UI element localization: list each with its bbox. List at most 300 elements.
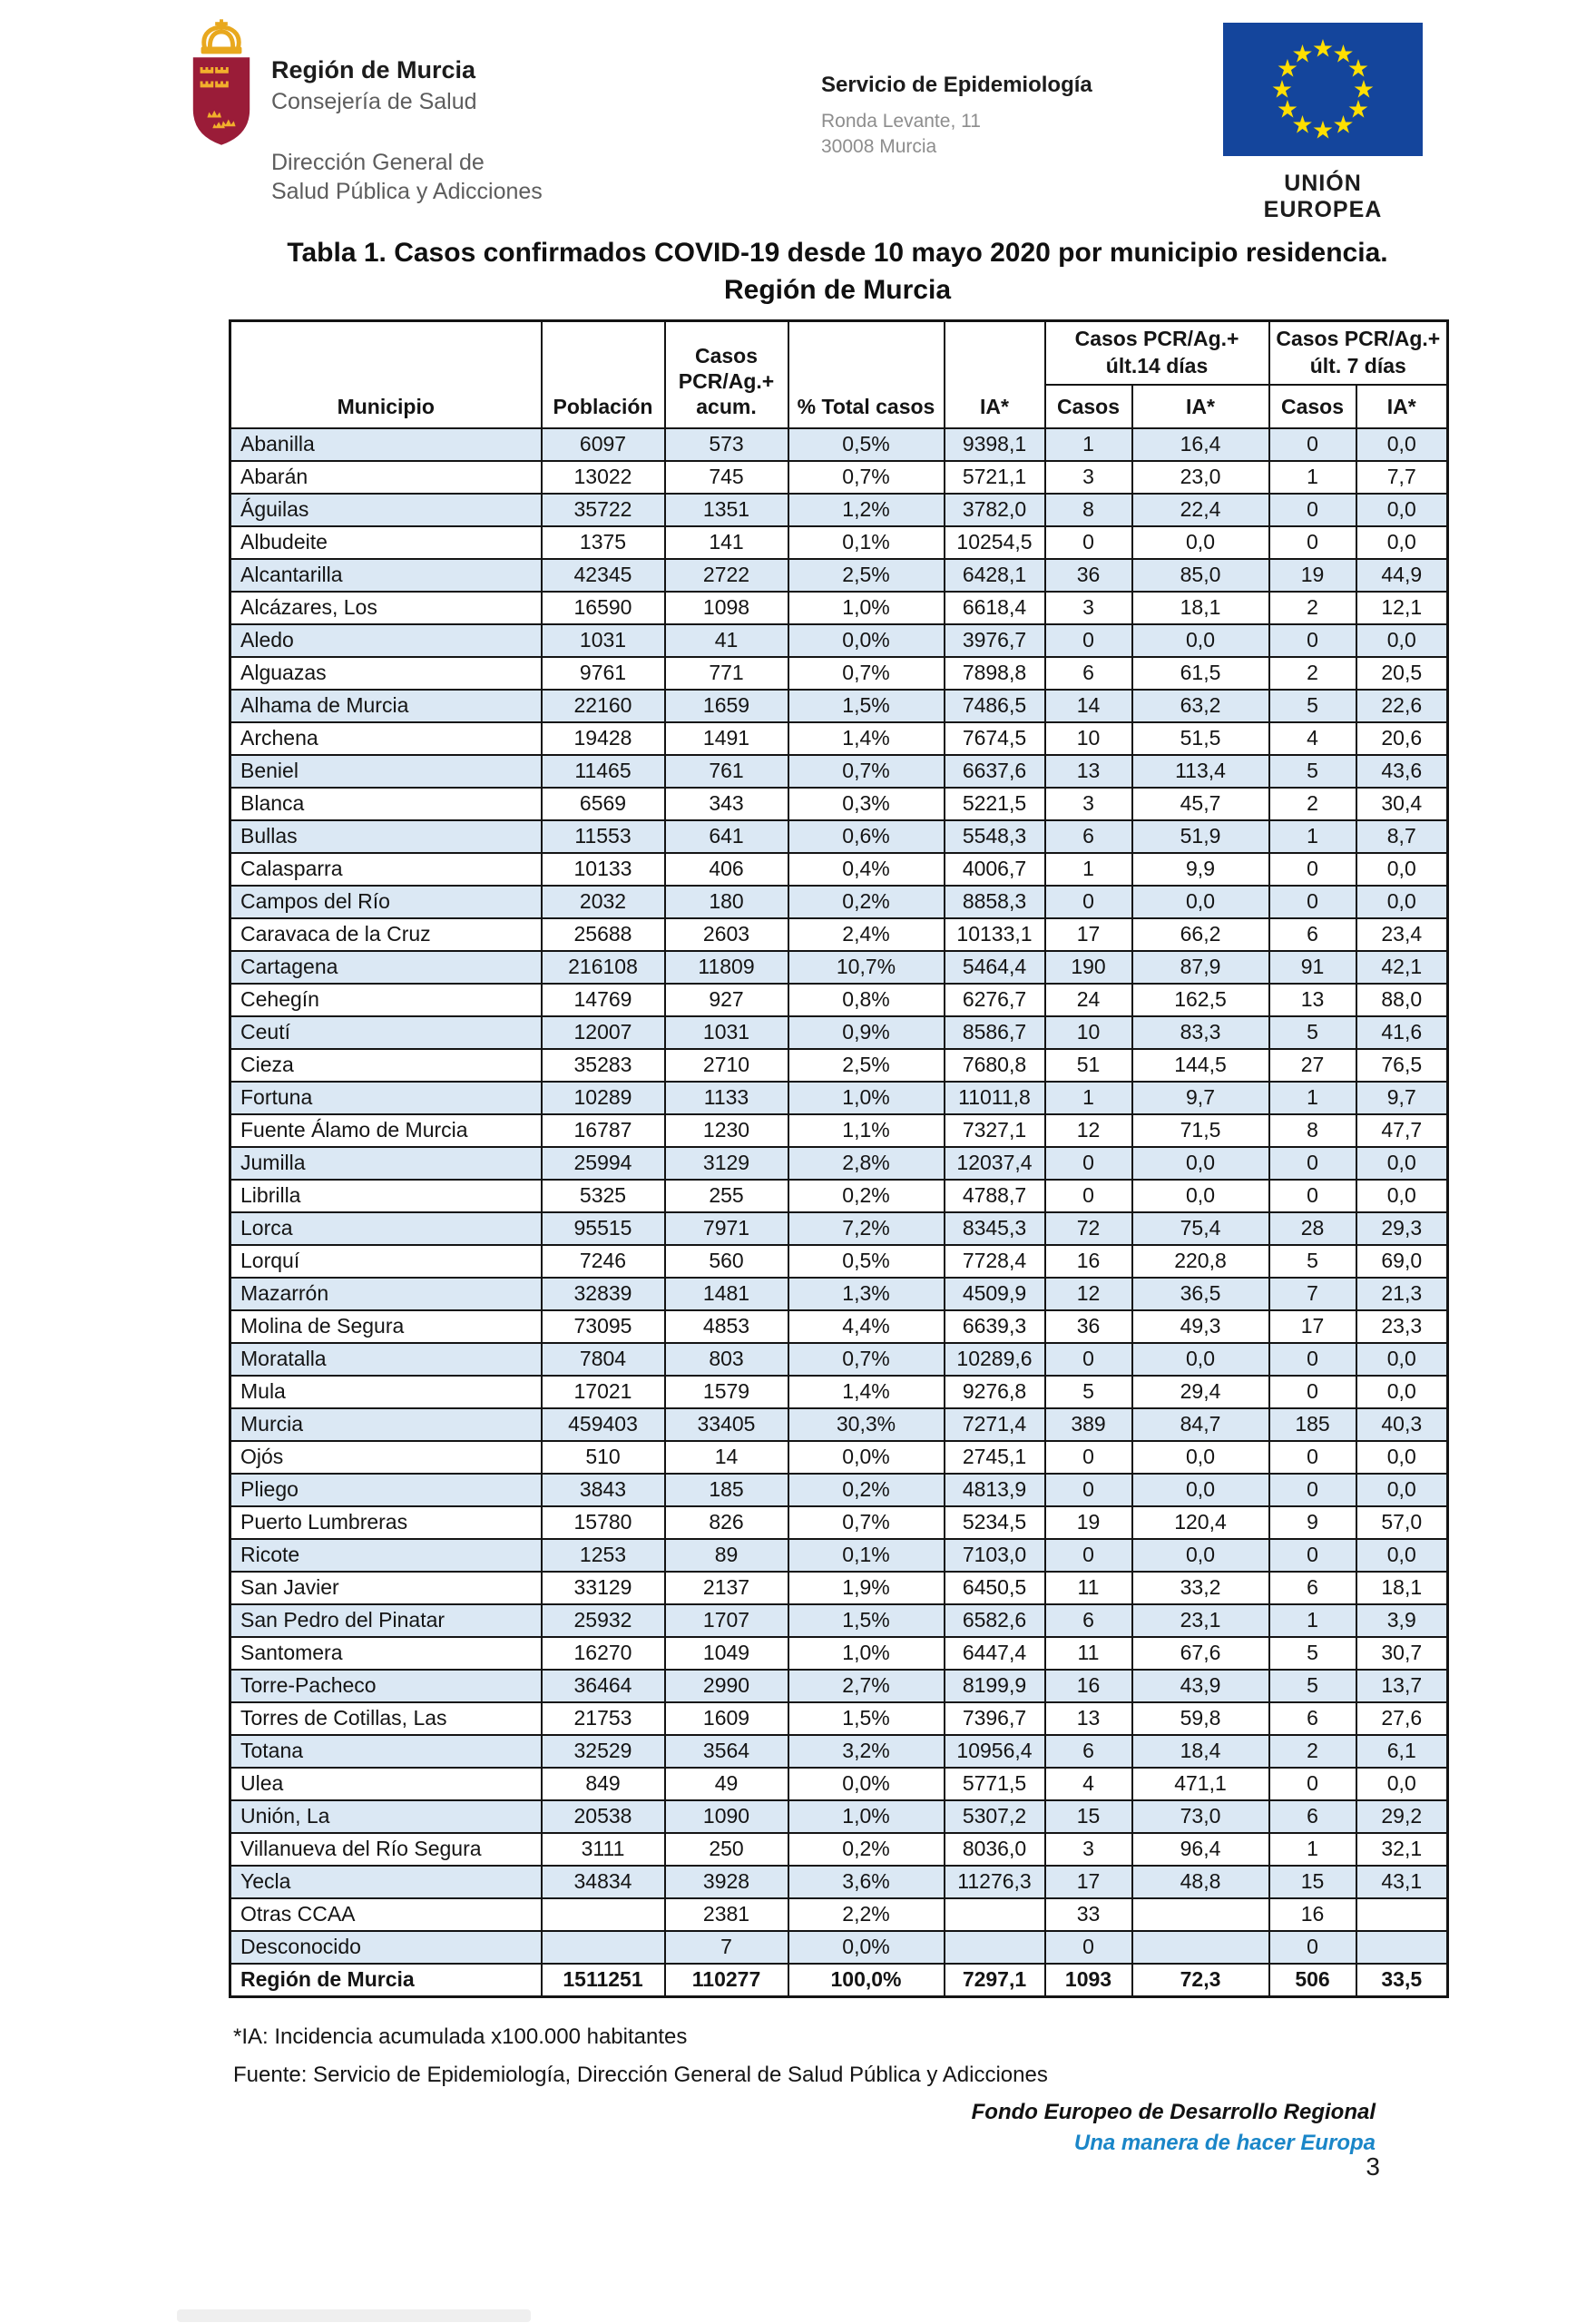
table-cell: 1511251 bbox=[542, 1964, 665, 1997]
table-cell: 1,5% bbox=[788, 690, 945, 722]
table-cell: 0 bbox=[1269, 1441, 1356, 1474]
table-cell: 1351 bbox=[665, 494, 788, 526]
table-cell: 89 bbox=[665, 1539, 788, 1572]
table-cell: Puerto Lumbreras bbox=[230, 1506, 542, 1539]
table-cell: 8586,7 bbox=[945, 1016, 1045, 1049]
table-cell: Alcázares, Los bbox=[230, 592, 542, 624]
table-cell: 30,4 bbox=[1356, 788, 1448, 820]
table-cell: 19 bbox=[1269, 559, 1356, 592]
table-cell: 14 bbox=[665, 1441, 788, 1474]
table-row bbox=[230, 1180, 1448, 1212]
table-cell: 1093 bbox=[1045, 1964, 1132, 1997]
table-cell: 1481 bbox=[665, 1278, 788, 1310]
table-cell: 41,6 bbox=[1356, 1016, 1448, 1049]
table-row bbox=[230, 1637, 1448, 1670]
table-cell: 573 bbox=[665, 428, 788, 461]
table-cell: 0 bbox=[1045, 1474, 1132, 1506]
table-row bbox=[230, 592, 1448, 624]
table-cell: 0,0 bbox=[1132, 1147, 1269, 1180]
table-cell: 2745,1 bbox=[945, 1441, 1045, 1474]
table-cell: 96,4 bbox=[1132, 1833, 1269, 1866]
table-cell: 36464 bbox=[542, 1670, 665, 1702]
table-cell: 35283 bbox=[542, 1049, 665, 1082]
table-cell: 7271,4 bbox=[945, 1408, 1045, 1441]
table-cell: 6 bbox=[1269, 1702, 1356, 1735]
table-cell: 15 bbox=[1269, 1866, 1356, 1898]
table-cell: 0,0 bbox=[1356, 1147, 1448, 1180]
table-cell: 250 bbox=[665, 1833, 788, 1866]
table-row bbox=[230, 428, 1448, 461]
table-cell: 44,9 bbox=[1356, 559, 1448, 592]
table-cell: 0,0 bbox=[1356, 624, 1448, 657]
table-cell: 0,2% bbox=[788, 886, 945, 918]
table-cell: 51 bbox=[1045, 1049, 1132, 1082]
una-manera-text: Una manera de hacer Europa bbox=[1073, 2131, 1376, 2155]
table-cell: 0,0 bbox=[1132, 1343, 1269, 1376]
table-cell: Jumilla bbox=[230, 1147, 542, 1180]
table-cell: 0 bbox=[1045, 1539, 1132, 1572]
table-cell: 12037,4 bbox=[945, 1147, 1045, 1180]
table-cell: 1,9% bbox=[788, 1572, 945, 1604]
table-cell: 0,7% bbox=[788, 461, 945, 494]
table-cell bbox=[945, 1898, 1045, 1931]
table-cell: 761 bbox=[665, 755, 788, 788]
table-cell: 3 bbox=[1045, 592, 1132, 624]
table-cell: 20538 bbox=[542, 1800, 665, 1833]
table-row bbox=[230, 984, 1448, 1016]
col-header-municipio: Municipio bbox=[230, 321, 542, 429]
table-cell: Cehegín bbox=[230, 984, 542, 1016]
table-cell: 6 bbox=[1269, 1572, 1356, 1604]
table-row bbox=[230, 1800, 1448, 1833]
table-cell: 0,6% bbox=[788, 820, 945, 853]
table-cell: 10133,1 bbox=[945, 918, 1045, 951]
table-cell: 2,7% bbox=[788, 1670, 945, 1702]
table-cell: Beniel bbox=[230, 755, 542, 788]
table-cell: 0,0% bbox=[788, 1768, 945, 1800]
eu-flag-icon bbox=[1223, 23, 1423, 156]
table-cell: 0,5% bbox=[788, 428, 945, 461]
table-row bbox=[230, 1702, 1448, 1735]
table-cell: 1253 bbox=[542, 1539, 665, 1572]
table-cell: 3,6% bbox=[788, 1866, 945, 1898]
table-cell: 9398,1 bbox=[945, 428, 1045, 461]
table-cell: Bullas bbox=[230, 820, 542, 853]
table-cell: 29,4 bbox=[1132, 1376, 1269, 1408]
table-row bbox=[230, 1082, 1448, 1114]
table-cell: 771 bbox=[665, 657, 788, 690]
table-body bbox=[230, 428, 1448, 1997]
table-cell: Ulea bbox=[230, 1768, 542, 1800]
table-cell: 5234,5 bbox=[945, 1506, 1045, 1539]
table-cell: 51,9 bbox=[1132, 820, 1269, 853]
table-row bbox=[230, 1408, 1448, 1441]
table-cell: 1 bbox=[1269, 1833, 1356, 1866]
table-cell: 9761 bbox=[542, 657, 665, 690]
table-cell: 0 bbox=[1269, 1474, 1356, 1506]
eu-logo bbox=[1223, 23, 1423, 223]
service-name: Servicio de Epidemiología bbox=[821, 73, 1092, 97]
table-row bbox=[230, 1278, 1448, 1310]
eu-star-icon: ★ bbox=[1332, 40, 1355, 67]
table-cell: 0,0 bbox=[1356, 428, 1448, 461]
table-cell: 29,2 bbox=[1356, 1800, 1448, 1833]
table-cell: 23,3 bbox=[1356, 1310, 1448, 1343]
table-row bbox=[230, 559, 1448, 592]
table-cell: 1230 bbox=[665, 1114, 788, 1147]
table-cell: 16 bbox=[1045, 1245, 1132, 1278]
col-header-poblacion: Población bbox=[542, 321, 665, 429]
table-cell: 16590 bbox=[542, 592, 665, 624]
table-row bbox=[230, 526, 1448, 559]
table-cell: 22160 bbox=[542, 690, 665, 722]
table-cell: 6 bbox=[1045, 1735, 1132, 1768]
table-cell: 9 bbox=[1269, 1506, 1356, 1539]
table-cell: 0,0 bbox=[1356, 1441, 1448, 1474]
table-cell: Caravaca de la Cruz bbox=[230, 918, 542, 951]
table-cell: 11553 bbox=[542, 820, 665, 853]
table-cell: 10254,5 bbox=[945, 526, 1045, 559]
table-cell: 459403 bbox=[542, 1408, 665, 1441]
table-cell: 5 bbox=[1269, 1016, 1356, 1049]
table-cell: 7327,1 bbox=[945, 1114, 1045, 1147]
table-cell: 0 bbox=[1269, 624, 1356, 657]
table-cell: 17 bbox=[1045, 918, 1132, 951]
table-cell: 5548,3 bbox=[945, 820, 1045, 853]
table-cell: 7103,0 bbox=[945, 1539, 1045, 1572]
table-cell: 33 bbox=[1045, 1898, 1132, 1931]
table-cell: 5464,4 bbox=[945, 951, 1045, 984]
eu-star-icon: ★ bbox=[1276, 95, 1299, 123]
table-cell: 7,2% bbox=[788, 1212, 945, 1245]
murcia-crest-icon bbox=[186, 18, 257, 147]
table-cell: 406 bbox=[665, 853, 788, 886]
table-cell: 144,5 bbox=[1132, 1049, 1269, 1082]
table-row bbox=[230, 1441, 1448, 1474]
table-cell: 6450,5 bbox=[945, 1572, 1045, 1604]
table-cell: 1707 bbox=[665, 1604, 788, 1637]
table-cell bbox=[1132, 1931, 1269, 1964]
table-cell: 141 bbox=[665, 526, 788, 559]
table-cell: 30,3% bbox=[788, 1408, 945, 1441]
table-cell: 95515 bbox=[542, 1212, 665, 1245]
table-cell: 16,4 bbox=[1132, 428, 1269, 461]
brand-subtitle: Consejería de Salud bbox=[271, 89, 477, 114]
footnote-ia: *IA: Incidencia acumulada x100.000 habitantes bbox=[233, 2024, 688, 2049]
table-cell: 0,1% bbox=[788, 1539, 945, 1572]
table-cell: 84,7 bbox=[1132, 1408, 1269, 1441]
table-cell: 11276,3 bbox=[945, 1866, 1045, 1898]
table-cell: 33,5 bbox=[1356, 1964, 1448, 1997]
table-cell: 560 bbox=[665, 1245, 788, 1278]
table-cell: 0,1% bbox=[788, 526, 945, 559]
table-cell: 63,2 bbox=[1132, 690, 1269, 722]
table-cell: 10956,4 bbox=[945, 1735, 1045, 1768]
table-cell: 71,5 bbox=[1132, 1114, 1269, 1147]
table-cell: 6569 bbox=[542, 788, 665, 820]
table-cell: Ojós bbox=[230, 1441, 542, 1474]
table-cell: 5307,2 bbox=[945, 1800, 1045, 1833]
table-cell: 18,4 bbox=[1132, 1735, 1269, 1768]
table-cell: 1,5% bbox=[788, 1702, 945, 1735]
table-cell: 1,3% bbox=[788, 1278, 945, 1310]
table-cell: 927 bbox=[665, 984, 788, 1016]
table-row bbox=[230, 886, 1448, 918]
table-cell: 0,0 bbox=[1132, 624, 1269, 657]
table-cell: 13 bbox=[1269, 984, 1356, 1016]
table-cell: 6097 bbox=[542, 428, 665, 461]
table-cell: San Pedro del Pinatar bbox=[230, 1604, 542, 1637]
table-cell: 43,1 bbox=[1356, 1866, 1448, 1898]
table-cell: 43,6 bbox=[1356, 755, 1448, 788]
table-cell: 3111 bbox=[542, 1833, 665, 1866]
table-row bbox=[230, 755, 1448, 788]
table-cell: 6428,1 bbox=[945, 559, 1045, 592]
table-cell: 113,4 bbox=[1132, 755, 1269, 788]
table-cell: 5221,5 bbox=[945, 788, 1045, 820]
table-cell: 0 bbox=[1045, 526, 1132, 559]
eu-star-icon: ★ bbox=[1346, 54, 1370, 83]
table-row bbox=[230, 1539, 1448, 1572]
table-cell: Villanueva del Río Segura bbox=[230, 1833, 542, 1866]
table-cell bbox=[1356, 1898, 1448, 1931]
table-cell: 13022 bbox=[542, 461, 665, 494]
table-row bbox=[230, 1898, 1448, 1931]
table-cell: 73,0 bbox=[1132, 1800, 1269, 1833]
eu-star-icon: ★ bbox=[1291, 40, 1314, 67]
table-row bbox=[230, 690, 1448, 722]
table-cell: 8036,0 bbox=[945, 1833, 1045, 1866]
table-cell: 1,0% bbox=[788, 1800, 945, 1833]
sub-header-casos-7: Casos bbox=[1269, 385, 1356, 428]
table-cell: 0,2% bbox=[788, 1180, 945, 1212]
table-cell: 14769 bbox=[542, 984, 665, 1016]
table-row bbox=[230, 657, 1448, 690]
table-cell: 1,1% bbox=[788, 1114, 945, 1147]
table-cell: 5325 bbox=[542, 1180, 665, 1212]
table-cell: 19428 bbox=[542, 722, 665, 755]
table-cell: Lorquí bbox=[230, 1245, 542, 1278]
table-cell: 15 bbox=[1045, 1800, 1132, 1833]
table-cell: 7728,4 bbox=[945, 1245, 1045, 1278]
group-header-7-dias: Casos PCR/Ag.+ últ. 7 días bbox=[1269, 321, 1448, 386]
table-cell: Fortuna bbox=[230, 1082, 542, 1114]
table-cell: 1609 bbox=[665, 1702, 788, 1735]
table-cell: 0 bbox=[1269, 1768, 1356, 1800]
table-cell: 1 bbox=[1269, 1604, 1356, 1637]
table-cell: Alhama de Murcia bbox=[230, 690, 542, 722]
table-cell: 32839 bbox=[542, 1278, 665, 1310]
table-cell: 120,4 bbox=[1132, 1506, 1269, 1539]
sub-header-ia-14: IA* bbox=[1132, 385, 1269, 428]
table-cell: San Javier bbox=[230, 1572, 542, 1604]
table-cell: 1,4% bbox=[788, 722, 945, 755]
table-cell: 8,7 bbox=[1356, 820, 1448, 853]
table-cell: 0,0 bbox=[1132, 526, 1269, 559]
table-row bbox=[230, 853, 1448, 886]
table-row bbox=[230, 1833, 1448, 1866]
table-cell: 14 bbox=[1045, 690, 1132, 722]
table-cell: 0 bbox=[1045, 1343, 1132, 1376]
table-cell: 1375 bbox=[542, 526, 665, 559]
table-cell: 3129 bbox=[665, 1147, 788, 1180]
table-row bbox=[230, 1670, 1448, 1702]
table-cell: 0 bbox=[1269, 886, 1356, 918]
eu-star-icon: ★ bbox=[1346, 95, 1370, 123]
table-cell: 2 bbox=[1269, 788, 1356, 820]
table-row bbox=[230, 1964, 1448, 1997]
table-cell: 66,2 bbox=[1132, 918, 1269, 951]
table-cell: 1 bbox=[1269, 461, 1356, 494]
table-cell: 7674,5 bbox=[945, 722, 1045, 755]
table-cell: 40,3 bbox=[1356, 1408, 1448, 1441]
table-cell: 5771,5 bbox=[945, 1768, 1045, 1800]
table-cell: 0 bbox=[1269, 1180, 1356, 1212]
table-cell: 180 bbox=[665, 886, 788, 918]
table-cell: 745 bbox=[665, 461, 788, 494]
table-cell: 0,5% bbox=[788, 1245, 945, 1278]
table-cell: 25932 bbox=[542, 1604, 665, 1637]
table-cell: Campos del Río bbox=[230, 886, 542, 918]
table-cell: 803 bbox=[665, 1343, 788, 1376]
table-cell: 389 bbox=[1045, 1408, 1132, 1441]
table-cell: 12 bbox=[1045, 1114, 1132, 1147]
table-cell: 1031 bbox=[665, 1016, 788, 1049]
table-cell: 18,1 bbox=[1132, 592, 1269, 624]
table-cell: 0,0 bbox=[1356, 1343, 1448, 1376]
table-cell: Desconocido bbox=[230, 1931, 542, 1964]
table-cell: 0 bbox=[1269, 853, 1356, 886]
table-cell: 25994 bbox=[542, 1147, 665, 1180]
table-cell: 5 bbox=[1269, 1245, 1356, 1278]
eu-star-icon: ★ bbox=[1291, 111, 1314, 138]
table-row bbox=[230, 1343, 1448, 1376]
table-cell: 23,4 bbox=[1356, 918, 1448, 951]
table-cell: 2710 bbox=[665, 1049, 788, 1082]
table-cell: 0 bbox=[1045, 624, 1132, 657]
table-cell: 57,0 bbox=[1356, 1506, 1448, 1539]
table-cell: 1031 bbox=[542, 624, 665, 657]
table-cell: 1 bbox=[1045, 1082, 1132, 1114]
table-cell: 1098 bbox=[665, 592, 788, 624]
table-cell: Archena bbox=[230, 722, 542, 755]
table-cell: 220,8 bbox=[1132, 1245, 1269, 1278]
table-cell: 2722 bbox=[665, 559, 788, 592]
table-cell: 100,0% bbox=[788, 1964, 945, 1997]
table-cell: 3564 bbox=[665, 1735, 788, 1768]
table-cell: 1133 bbox=[665, 1082, 788, 1114]
scan-artifact bbox=[177, 2309, 531, 2322]
table-cell: 1,2% bbox=[788, 494, 945, 526]
eu-star-icon: ★ bbox=[1311, 34, 1335, 62]
covid-cases-table bbox=[229, 319, 1449, 1998]
table-cell: Lorca bbox=[230, 1212, 542, 1245]
table-cell: 1,4% bbox=[788, 1376, 945, 1408]
table-cell: 12,1 bbox=[1356, 592, 1448, 624]
table-cell: 0,0% bbox=[788, 1441, 945, 1474]
table-cell: 1 bbox=[1045, 428, 1132, 461]
table-cell: 6 bbox=[1045, 820, 1132, 853]
table-cell: 9,7 bbox=[1356, 1082, 1448, 1114]
table-cell: Torres de Cotillas, Las bbox=[230, 1702, 542, 1735]
table-cell: 10,7% bbox=[788, 951, 945, 984]
murcia-logo bbox=[186, 18, 543, 206]
page-title-line2: Región de Murcia bbox=[723, 275, 952, 306]
table-cell: 1,0% bbox=[788, 592, 945, 624]
table-cell: 16270 bbox=[542, 1637, 665, 1670]
table-cell: 4788,7 bbox=[945, 1180, 1045, 1212]
sub-header-ia-7: IA* bbox=[1356, 385, 1448, 428]
table-cell: 8345,3 bbox=[945, 1212, 1045, 1245]
table-row bbox=[230, 1114, 1448, 1147]
table-cell: Yecla bbox=[230, 1866, 542, 1898]
footnote-fuente: Fuente: Servicio de Epidemiología, Dirección General de Salud Pública y Adicciones bbox=[233, 2063, 1048, 2087]
table-cell: Albudeite bbox=[230, 526, 542, 559]
table-cell: 0,0 bbox=[1356, 494, 1448, 526]
table-cell: 6637,6 bbox=[945, 755, 1045, 788]
table-cell: 36 bbox=[1045, 559, 1132, 592]
table-cell: 6276,7 bbox=[945, 984, 1045, 1016]
table-cell: 849 bbox=[542, 1768, 665, 1800]
table-cell: 3928 bbox=[665, 1866, 788, 1898]
table-cell: 13,7 bbox=[1356, 1670, 1448, 1702]
table-cell: 3782,0 bbox=[945, 494, 1045, 526]
table-cell: 4 bbox=[1269, 722, 1356, 755]
table-cell: 0 bbox=[1269, 1931, 1356, 1964]
table-cell: 0,0 bbox=[1356, 1180, 1448, 1212]
eu-star-icon: ★ bbox=[1270, 75, 1294, 103]
table-cell: 5 bbox=[1269, 690, 1356, 722]
table-row bbox=[230, 1474, 1448, 1506]
table-cell: 0,0% bbox=[788, 1931, 945, 1964]
table-cell: 0,3% bbox=[788, 788, 945, 820]
table-row bbox=[230, 1768, 1448, 1800]
table-cell: 32,1 bbox=[1356, 1833, 1448, 1866]
table-cell: 506 bbox=[1269, 1964, 1356, 1997]
table-cell: 7804 bbox=[542, 1343, 665, 1376]
table-cell: 91 bbox=[1269, 951, 1356, 984]
table-cell: 216108 bbox=[542, 951, 665, 984]
table-cell: 33,2 bbox=[1132, 1572, 1269, 1604]
eu-star-icon: ★ bbox=[1352, 75, 1376, 103]
table-row bbox=[230, 1049, 1448, 1082]
table-cell: Blanca bbox=[230, 788, 542, 820]
table-cell: 0,0 bbox=[1356, 1376, 1448, 1408]
table-cell: 0 bbox=[1045, 1180, 1132, 1212]
table-row bbox=[230, 1931, 1448, 1964]
table-row bbox=[230, 1572, 1448, 1604]
table-cell: 826 bbox=[665, 1506, 788, 1539]
table-cell: 33405 bbox=[665, 1408, 788, 1441]
table-cell: 49,3 bbox=[1132, 1310, 1269, 1343]
table-cell: Molina de Segura bbox=[230, 1310, 542, 1343]
table-cell: 11465 bbox=[542, 755, 665, 788]
table-cell: 255 bbox=[665, 1180, 788, 1212]
table-cell: 42,1 bbox=[1356, 951, 1448, 984]
table-cell: Totana bbox=[230, 1735, 542, 1768]
table-cell: Moratalla bbox=[230, 1343, 542, 1376]
service-address-line1: Ronda Levante, 11 bbox=[821, 111, 981, 132]
table-cell: 1,0% bbox=[788, 1082, 945, 1114]
table-cell: Librilla bbox=[230, 1180, 542, 1212]
table-cell: 6 bbox=[1045, 1604, 1132, 1637]
table-cell: 2,2% bbox=[788, 1898, 945, 1931]
table-row bbox=[230, 1016, 1448, 1049]
table-cell: 0,0 bbox=[1132, 886, 1269, 918]
table-cell: 6 bbox=[1269, 918, 1356, 951]
table-cell: 2032 bbox=[542, 886, 665, 918]
table-cell: 6582,6 bbox=[945, 1604, 1045, 1637]
